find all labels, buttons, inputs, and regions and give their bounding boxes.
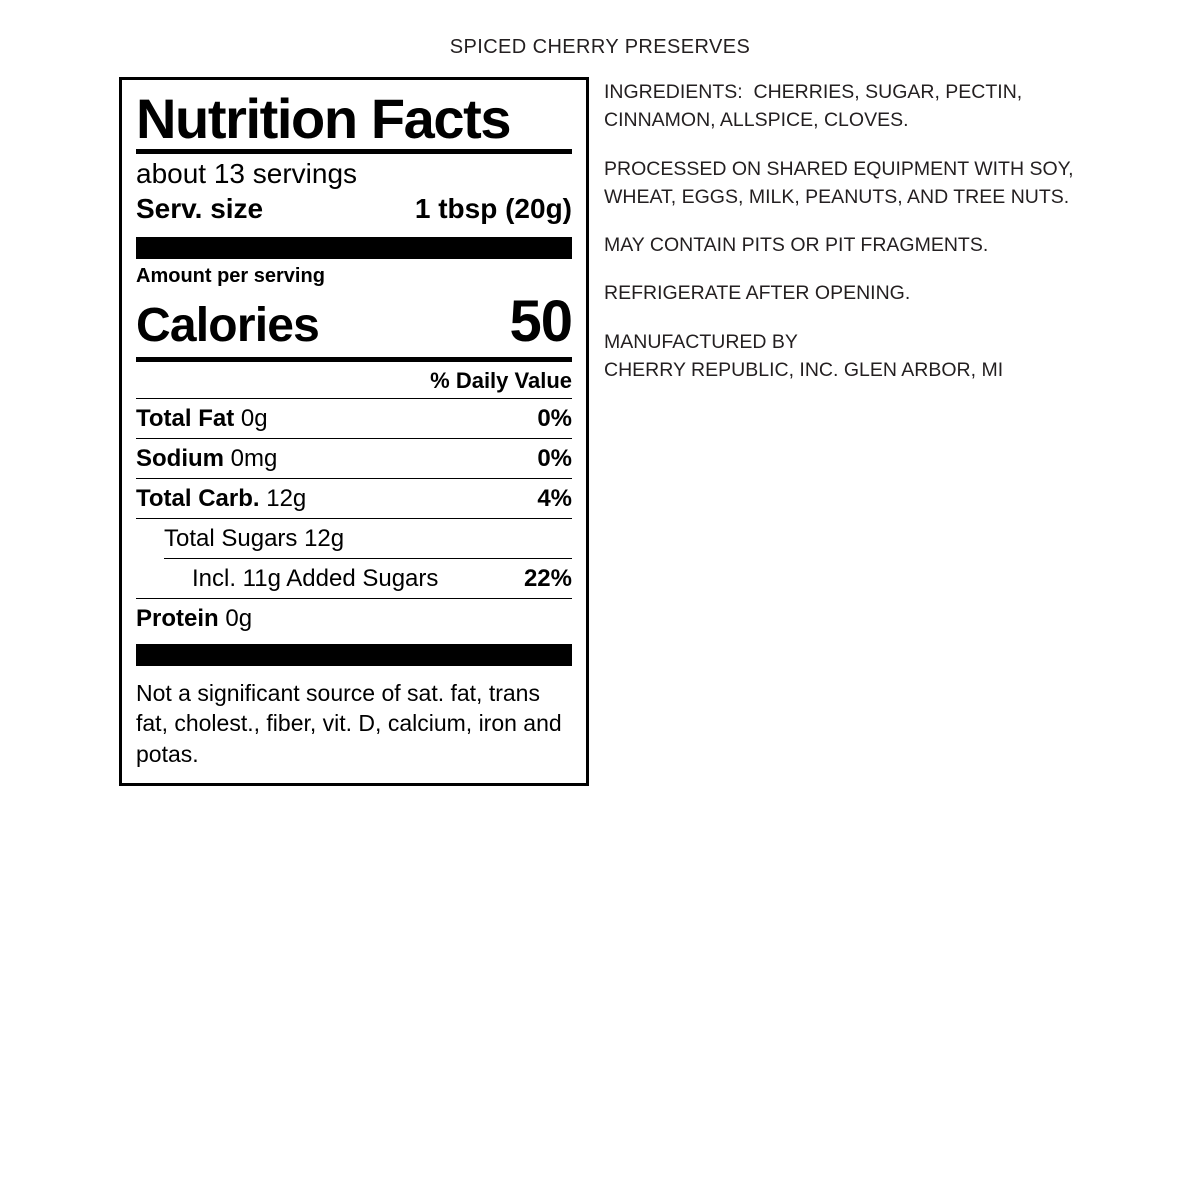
servings-per-container: about 13 servings [136, 158, 358, 190]
table-row [136, 519, 572, 558]
nutrient-daily-value: 0% [537, 405, 572, 433]
table-row [136, 479, 572, 518]
nutrient-name: Protein 0g [136, 605, 253, 633]
manufactured-by-label: MANUFACTURED BY [604, 330, 798, 353]
nutrient-daily-value: 4% [537, 485, 572, 513]
nutrient-name: Incl. 11g Added Sugars [192, 565, 439, 593]
nutrient-name: Total Fat 0g [136, 405, 268, 433]
nutrient-daily-value: 0% [537, 445, 572, 473]
nutrition-footnote: Not a significant source of sat. fat, trans fat, cholest., fiber, vit. D, calcium, iron and potas. [136, 680, 562, 767]
nutrition-facts-panel [119, 77, 589, 786]
calories-value: 50 [509, 289, 572, 355]
serving-size-value: 1 tbsp (20g) [414, 193, 572, 225]
side-information [604, 78, 1124, 384]
ingredients-text: INGREDIENTS: CHERRIES, SUGAR, PECTIN, CINNAMON, ALLSPICE, CLOVES. [604, 81, 1028, 132]
calories-row [136, 288, 572, 357]
manufacturer-name: CHERRY REPUBLIC, INC. GLEN ARBOR, MI [604, 358, 1004, 381]
divider-thick-bottom [136, 644, 572, 666]
nutrient-name: Total Sugars 12g [164, 525, 345, 553]
table-row [136, 599, 572, 638]
daily-value-header: % Daily Value [430, 368, 572, 394]
serving-size-row [136, 191, 572, 229]
amount-per-serving-label: Amount per serving [136, 265, 325, 288]
nutrient-name: Total Carb. 12g [136, 485, 307, 513]
allergen-text: PROCESSED ON SHARED EQUIPMENT WITH SOY, WHEAT, EGGS, MILK, PEANUTS, AND TREE NUTS. [604, 157, 1079, 208]
table-row [136, 399, 572, 438]
nutrient-daily-value: 22% [523, 565, 572, 593]
page-title: SPICED CHERRY PRESERVES [449, 36, 751, 58]
pits-warning-text: MAY CONTAIN PITS OR PIT FRAGMENTS. [604, 234, 989, 257]
table-row [136, 559, 572, 598]
nutrition-facts-title: Nutrition Facts [136, 87, 511, 150]
table-row [136, 439, 572, 478]
serving-size-label: Serv. size [136, 193, 264, 225]
storage-text: REFRIGERATE AFTER OPENING. [604, 282, 911, 305]
divider-thick-top [136, 237, 572, 259]
calories-label: Calories [136, 299, 320, 353]
manufacturer-block [604, 328, 1124, 385]
nutrient-name: Sodium 0mg [136, 445, 278, 473]
